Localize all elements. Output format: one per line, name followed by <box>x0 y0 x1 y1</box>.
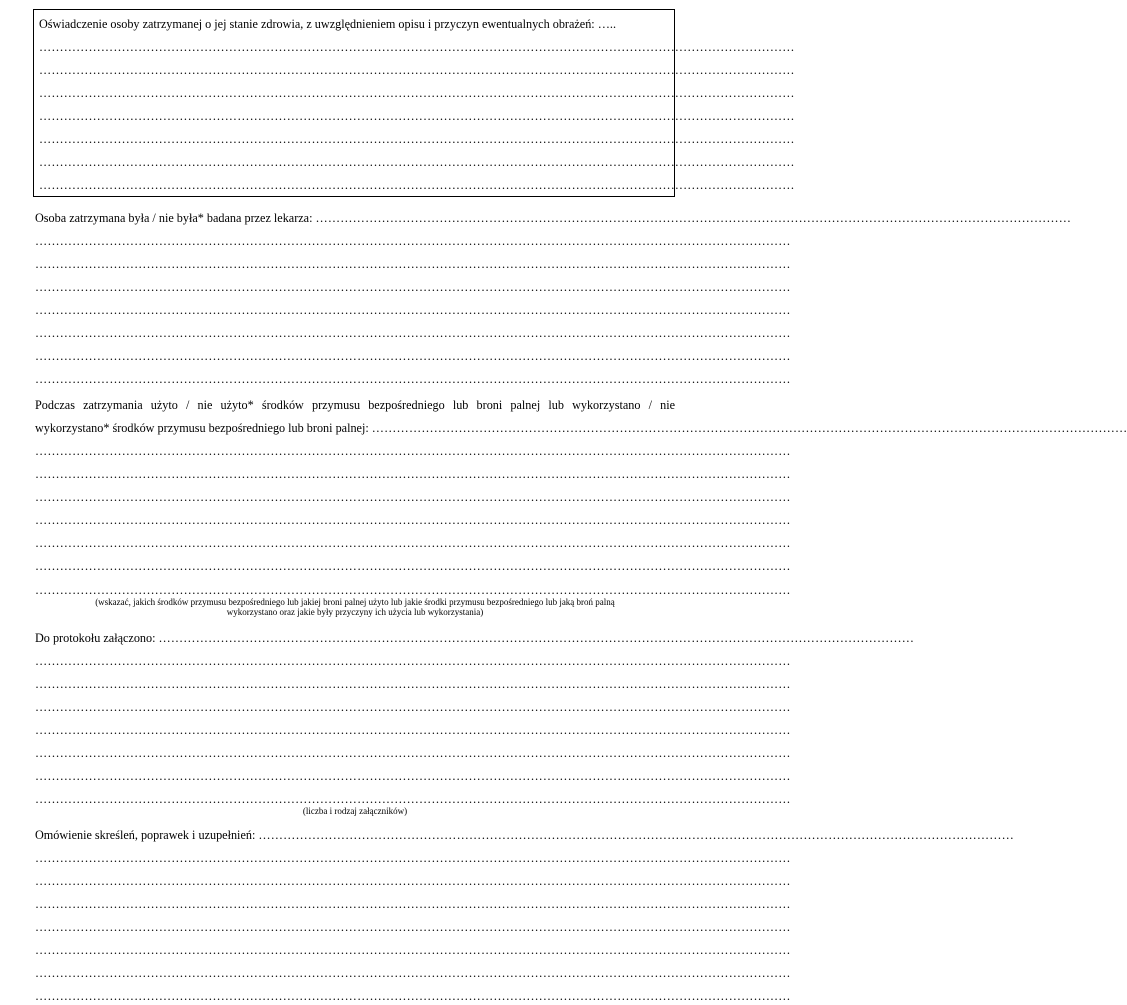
dotted-line: ………………………………………………………………………………………………………………………………………………………………… <box>39 40 795 54</box>
dotted-line: ………………………………………………………………………………………………………………………………………………………………… <box>35 257 791 271</box>
coercion-caption-line1: (wskazać, jakich środków przymusu bezpośredniego lub jakiej broni palnej użyto lub jakie środki przymusu bezpośredniego lub jaką broń palną <box>95 597 615 607</box>
coercion-caption-line2: wykorzystano oraz jakie były przyczyny ich użycia lub wykorzystania) <box>226 607 484 617</box>
examination-label: Osoba zatrzymana była / nie była* badana przez lekarza: <box>35 211 313 225</box>
corrections-label: Omówienie skreśleń, poprawek i uzupełnień: <box>35 828 256 842</box>
coercion-text-line1: Podczas zatrzymania użyto / nie użyto* środków przymusu bezpośredniego lub broni palnej lub wykorzystano / nie <box>35 398 675 412</box>
dotted-fill: ………………………………………………………………………………………………………………………………………………………………… <box>371 421 1127 435</box>
dotted-fill: ………………………………………………………………………………………………………………………………………………………………… <box>258 828 1015 842</box>
dotted-line: ………………………………………………………………………………………………………………………………………………………………… <box>35 372 791 386</box>
dotted-line: ………………………………………………………………………………………………………………………………………………………………… <box>39 178 795 192</box>
dotted-line: ………………………………………………………………………………………………………………………………………………………………… <box>35 349 791 363</box>
health-statement-label: Oświadczenie osoby zatrzymanej o jej stanie zdrowia, z uwzględnieniem opisu i przyczyn ewentualnych obrażeń: ….. <box>39 17 617 31</box>
dotted-line: ………………………………………………………………………………………………………………………………………………………………… <box>35 444 791 458</box>
dotted-line: ………………………………………………………………………………………………………………………………………………………………… <box>35 490 791 504</box>
dotted-line: ………………………………………………………………………………………………………………………………………………………………… <box>39 86 795 100</box>
dotted-line: ………………………………………………………………………………………………………………………………………………………………… <box>35 326 791 340</box>
dotted-line: ………………………………………………………………………………………………………………………………………………………………… <box>35 897 791 911</box>
dotted-line: ………………………………………………………………………………………………………………………………………………………………… <box>39 109 795 123</box>
dotted-line: ………………………………………………………………………………………………………………………………………………………………… <box>35 792 791 806</box>
dotted-line: ………………………………………………………………………………………………………………………………………………………………… <box>35 769 791 783</box>
dotted-line: ………………………………………………………………………………………………………………………………………………………………… <box>39 132 795 146</box>
dotted-line: ………………………………………………………………………………………………………………………………………………………………… <box>35 723 791 737</box>
dotted-line: ………………………………………………………………………………………………………………………………………………………………… <box>35 583 791 597</box>
dotted-fill: ………………………………………………………………………………………………………………………………………………………………… <box>315 211 1072 225</box>
dotted-line: ………………………………………………………………………………………………………………………………………………………………… <box>35 943 791 957</box>
dotted-line: ………………………………………………………………………………………………………………………………………………………………… <box>35 989 791 1003</box>
dotted-line: ………………………………………………………………………………………………………………………………………………………………… <box>35 654 791 668</box>
dotted-line: ………………………………………………………………………………………………………………………………………………………………… <box>35 746 791 760</box>
attachments-caption: (liczba i rodzaj załączników) <box>302 806 408 816</box>
attachments-row <box>35 631 915 645</box>
dotted-line: ………………………………………………………………………………………………………………………………………………………………… <box>35 234 791 248</box>
dotted-fill: ………………………………………………………………………………………………………………………………………………………………… <box>158 631 915 645</box>
coercion-row <box>35 421 1127 435</box>
dotted-line: ………………………………………………………………………………………………………………………………………………………………… <box>35 280 791 294</box>
dotted-line: ………………………………………………………………………………………………………………………………………………………………… <box>35 559 791 573</box>
dotted-line: ………………………………………………………………………………………………………………………………………………………………… <box>35 536 791 550</box>
dotted-line: ………………………………………………………………………………………………………………………………………………………………… <box>35 700 791 714</box>
dotted-line: ………………………………………………………………………………………………………………………………………………………………… <box>35 966 791 980</box>
examination-row <box>35 211 1072 225</box>
dotted-line: ………………………………………………………………………………………………………………………………………………………………… <box>35 677 791 691</box>
coercion-text-line2: wykorzystano* środków przymusu bezpośredniego lub broni palnej: <box>35 421 369 435</box>
dotted-line: ………………………………………………………………………………………………………………………………………………………………… <box>39 63 795 77</box>
dotted-line: ………………………………………………………………………………………………………………………………………………………………… <box>35 851 791 865</box>
attachments-label: Do protokołu załączono: <box>35 631 156 645</box>
corrections-row <box>35 828 1015 842</box>
dotted-line: ………………………………………………………………………………………………………………………………………………………………… <box>35 467 791 481</box>
dotted-line: ………………………………………………………………………………………………………………………………………………………………… <box>35 513 791 527</box>
dotted-line: ………………………………………………………………………………………………………………………………………………………………… <box>35 874 791 888</box>
dotted-line: ………………………………………………………………………………………………………………………………………………………………… <box>35 303 791 317</box>
health-statement-box <box>33 9 795 197</box>
dotted-line: ………………………………………………………………………………………………………………………………………………………………… <box>35 920 791 934</box>
dotted-line: ………………………………………………………………………………………………………………………………………………………………… <box>39 155 795 169</box>
